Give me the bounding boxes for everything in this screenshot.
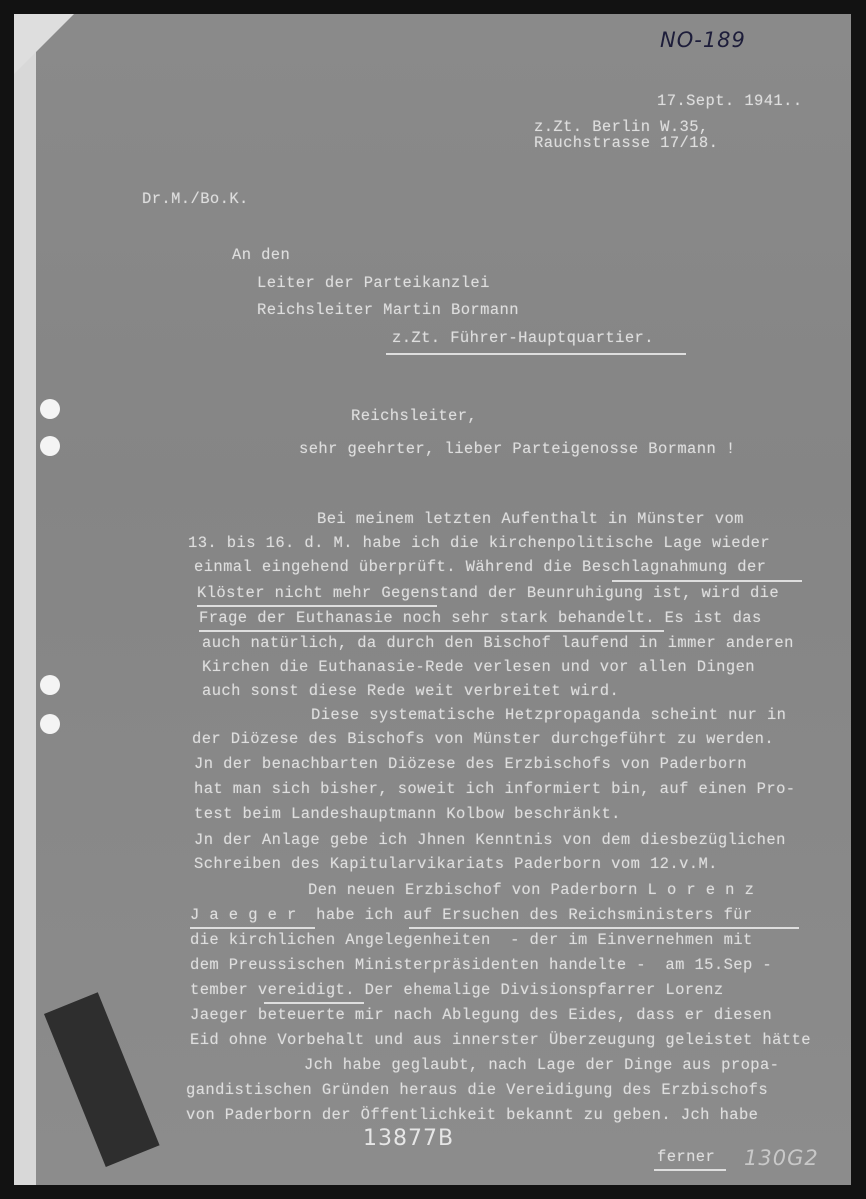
underline-euthanasie (199, 630, 664, 632)
address-line: Leiter der Parteikanzlei (257, 274, 490, 292)
underline-kloester (197, 605, 437, 607)
paper-tab (44, 992, 160, 1167)
body-line: auch sonst diese Rede weit verbreitet wird. (202, 682, 620, 700)
handwritten-annotation-bottom: 130G2 (744, 1146, 819, 1170)
body-line: Bei meinem letzten Aufenthalt in Münster vom (317, 510, 744, 528)
paper-corner (14, 14, 74, 74)
body-line: einmal eingehend überprüft. Während die Beschlagnahmung der (194, 558, 767, 576)
document-page (14, 14, 851, 1185)
body-line: Jn der benachbarten Diözese des Erzbischofs von Paderborn (194, 755, 747, 773)
body-line: Kirchen die Euthanasie-Rede verlesen und vor allen Dingen (202, 658, 755, 676)
body-line: Eid ohne Vorbehalt und aus innerster Überzeugung geleistet hätte (190, 1031, 811, 1049)
body-line: hat man sich bisher, soweit ich informiert bin, auf einen Pro- (194, 780, 796, 798)
body-line: 13. bis 16. d. M. habe ich die kirchenpolitische Lage wieder (188, 534, 771, 552)
page-stamp-number: 13877B (363, 1126, 455, 1151)
body-line: tember vereidigt. Der ehemalige Divisionspfarrer Lorenz (190, 981, 724, 999)
reference-code: Dr.M./Bo.K. (142, 190, 249, 208)
body-line: Jch habe geglaubt, nach Lage der Dinge aus propa- (304, 1056, 780, 1074)
punch-hole (40, 399, 60, 419)
body-line: gandistischen Gründen heraus die Vereidigung des Erzbischofs (186, 1081, 769, 1099)
location-line-2: Rauchstrasse 17/18. (534, 134, 719, 152)
body-line: Jaeger beteuerte mir nach Ablegung des Eides, dass er diesen (190, 1006, 773, 1024)
punch-hole (40, 436, 60, 456)
body-line: Klöster nicht mehr Gegenstand der Beunruhigung ist, wird die (197, 584, 780, 602)
address-line: Reichsleiter Martin Bormann (257, 301, 519, 319)
body-line: Schreiben des Kapitularvikariats Paderborn vom 12.v.M. (194, 855, 718, 873)
body-line: dem Preussischen Ministerpräsidenten handelte - am 15.Sep - (190, 956, 773, 974)
punch-hole (40, 675, 60, 695)
underline-reichsminister (409, 927, 799, 929)
body-line: von Paderborn der Öffentlichkeit bekannt zu geben. Jch habe (186, 1106, 759, 1124)
location-line-1: z.Zt. Berlin W.35, (534, 118, 709, 136)
body-line: Den neuen Erzbischof von Paderborn L o r e n z (308, 881, 755, 899)
body-line: Frage der Euthanasie noch sehr stark behandelt. Es ist das (199, 609, 762, 627)
underline-jaeger (190, 927, 315, 929)
continuation-word: ferner (657, 1148, 716, 1166)
body-line: Jn der Anlage gebe ich Jhnen Kenntnis von dem diesbezüglichen (194, 831, 786, 849)
salutation-line: sehr geehrter, lieber Parteigenosse Bormann ! (299, 440, 736, 458)
underline-vereidigt (264, 1002, 364, 1004)
body-line: test beim Landeshauptmann Kolbow beschränkt. (194, 805, 621, 823)
underline-beschlagnahmung (612, 580, 802, 582)
address-underline (386, 353, 686, 355)
body-line: der Diözese des Bischofs von Münster durchgeführt zu werden. (192, 730, 775, 748)
body-line: J a e g e r habe ich auf Ersuchen des Reichsministers für (190, 906, 753, 924)
handwritten-document-number: NO-189 (660, 28, 746, 52)
letter-date: 17.Sept. 1941.. (657, 92, 803, 110)
address-line: An den (232, 246, 291, 264)
paper-edge-strip (14, 14, 36, 1185)
body-line: Diese systematische Hetzpropaganda scheint nur in (311, 706, 787, 724)
continuation-underline (654, 1169, 726, 1171)
salutation-line: Reichsleiter, (351, 407, 478, 425)
body-line: auch natürlich, da durch den Bischof laufend in immer anderen (202, 634, 794, 652)
address-line: z.Zt. Führer-Hauptquartier. (392, 329, 654, 347)
body-line: die kirchlichen Angelegenheiten - der im Einvernehmen mit (190, 931, 753, 949)
punch-hole (40, 714, 60, 734)
